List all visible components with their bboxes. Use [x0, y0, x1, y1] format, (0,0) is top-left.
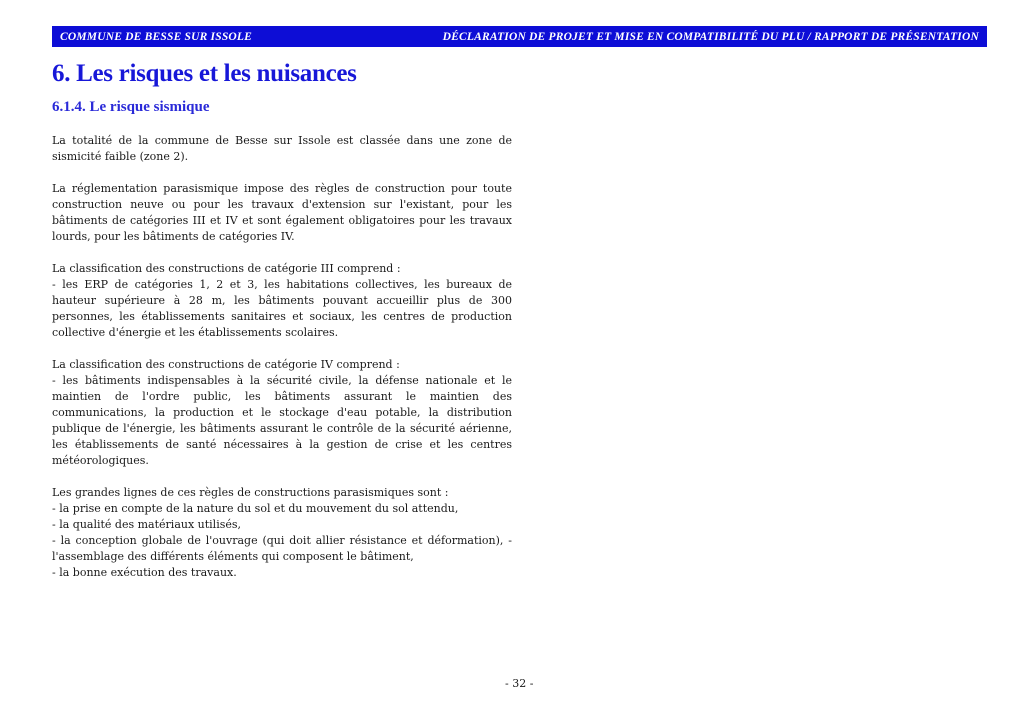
- body-text: [52, 133, 512, 597]
- paragraph-regles: [52, 485, 512, 581]
- paragraph-reglementation: [52, 181, 512, 245]
- paragraph-line: - la bonne exécution des travaux.: [52, 566, 237, 579]
- subsection-title: 6.1.4. Le risque sismique: [52, 99, 210, 115]
- page-number: - 32 -: [505, 677, 534, 690]
- header-document-title: DÉCLARATION DE PROJET ET MISE EN COMPATIBILITÉ DU PLU / RAPPORT DE PRÉSENTATION: [442, 30, 979, 43]
- section-title: 6. Les risques et les nuisances: [52, 60, 357, 87]
- paragraph-line: - les ERP de catégories 1, 2 et 3, les habitations collectives, les bureaux de hauteur supérieure à 28 m, les bâtiments pouvant accueillir plus de 300 personnes, les établissements sanitaires et sociaux, les centres de production collective d'énergie et les établissements scolaires.: [52, 278, 512, 339]
- header-bar: [52, 26, 987, 47]
- paragraph-line: La classification des constructions de catégorie III comprend :: [52, 262, 401, 275]
- paragraph-zone: [52, 133, 512, 165]
- paragraph-line: - la qualité des matériaux utilisés,: [52, 518, 242, 531]
- paragraph-line: - la prise en compte de la nature du sol et du mouvement du sol attendu,: [52, 502, 459, 515]
- paragraph-categorie-iii: [52, 261, 512, 341]
- paragraph-line: Les grandes lignes de ces règles de constructions parasismiques sont :: [52, 486, 449, 499]
- paragraph-line: La réglementation parasismique impose des règles de construction pour toute construction neuve ou pour les travaux d'extension sur l'existant, pour les bâtiments de catégories III et IV et sont également obligatoires pour les travaux lourds, pour les bâtiments de catégories IV.: [52, 182, 512, 243]
- paragraph-line: - la conception globale de l'ouvrage (qui doit allier résistance et déformation), - l'assemblage des différents éléments qui composent le bâtiment,: [52, 534, 512, 563]
- paragraph-line: - les bâtiments indispensables à la sécurité civile, la défense nationale et le maintien de l'ordre public, les bâtiments assurant le maintien des communications, la production et le stockage d'eau potable, la distribution publique de l'énergie, les bâtiments assurant le contrôle de la sécurité aérienne, les établissements de santé nécessaires à la gestion de crise et les centres météorologiques.: [52, 374, 512, 467]
- paragraph-line: La classification des constructions de catégorie IV comprend :: [52, 358, 400, 371]
- header-commune: COMMUNE DE BESSE SUR ISSOLE: [60, 30, 253, 43]
- paragraph-categorie-iv: [52, 357, 512, 469]
- paragraph-line: La totalité de la commune de Besse sur Issole est classée dans une zone de sismicité faible (zone 2).: [52, 134, 512, 163]
